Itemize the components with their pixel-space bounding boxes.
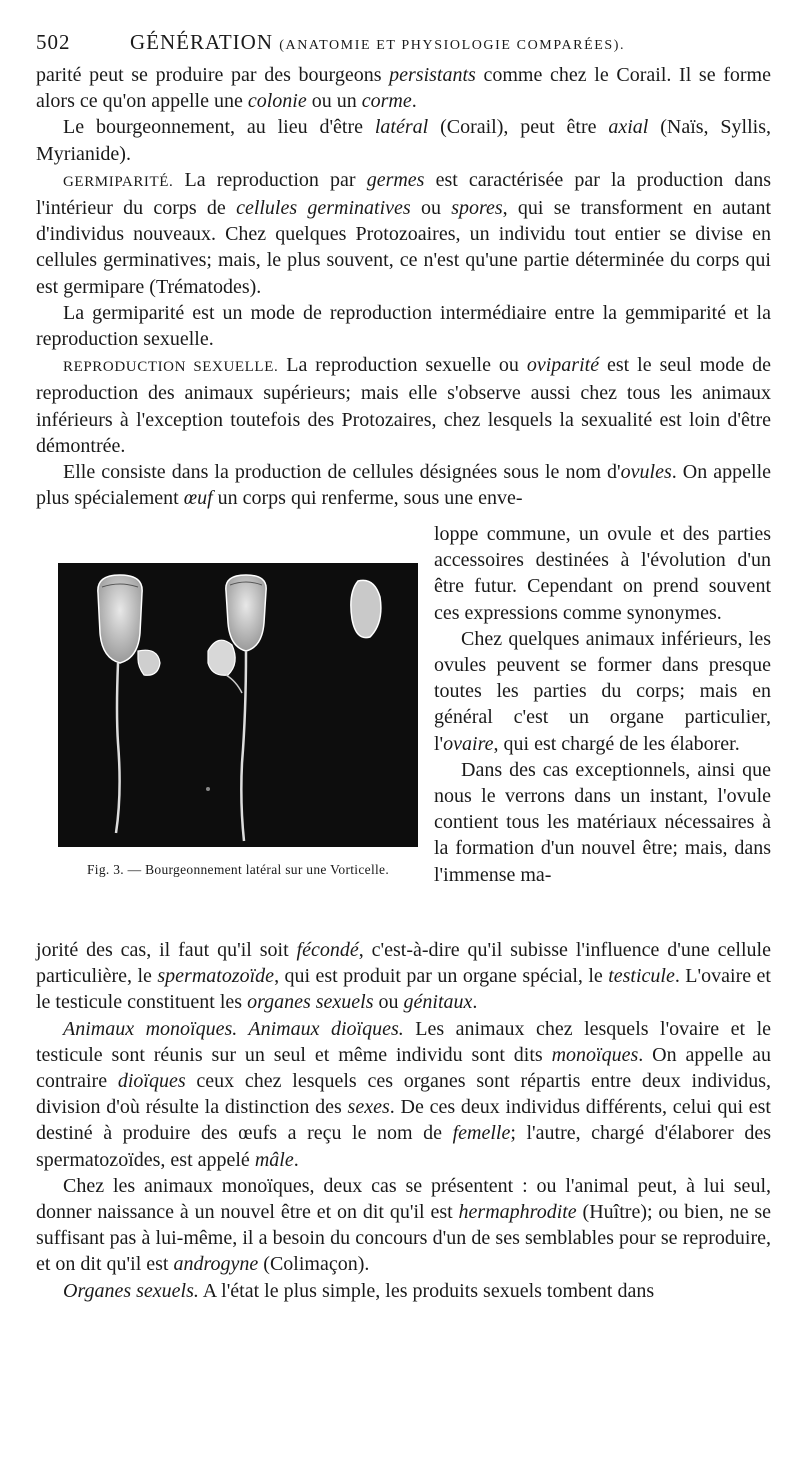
paragraph-germiparite: GERMIPARITÉ. La reproduction par germes est caractérisée par la production dans l'intérieur du corps de cellules germinatives ou spores, qui se transforment en autant d'individus nouveaux. Chez quelques Protozoaires, un individu tout entier se divise en cellules germinatives; mais, le plus souvent, ce n'est qu'une partie déterminée du corps qui est germipare (Trématodes). (36, 168, 772, 298)
paragraph: Chez les animaux monoïques, deux cas se présentent : ou l'animal peut, à lui seul, donner naissance à un nouvel être et on dit qu'il est hermaphrodite (Huître); ou bien, ne se suffisant pas à lui-même, il a besoin du concours d'un de ses semblables pour se reproduire, et on dit qu'il est androgyne (Colimaçon). (36, 1174, 771, 1276)
running-title (130, 30, 625, 55)
header-subtitle: (ANATOMIE ET PHYSIOLOGIE COMPARÉES). (279, 38, 626, 53)
figure-caption: Fig. 3. — Bourgeonnement latéral sur une Vorticelle. (86, 862, 390, 877)
figure-vorticelle (58, 563, 418, 847)
paragraph: parité peut se produire par des bourgeons persistants comme chez le Corail. Il se forme alors ce qu'on appelle une colonie ou un corme. (36, 64, 771, 113)
bottom-text-block (36, 937, 771, 1304)
paragraph: jorité des cas, il faut qu'il soit fécondé, c'est-à-dire qu'il subisse l'influence d'une cellule particulière, le spermatozoïde, qui est produit par un organe spécial, le testicule. L'ovaire et le testicule constituent les organes sexuels ou génitaux. (36, 939, 771, 1014)
section-heading: REPRODUCTION SEXUELLE. (63, 359, 279, 376)
page-number: 502 (36, 30, 71, 54)
paragraph-organes-sexuels: Organes sexuels. A l'état le plus simple, les produits sexuels tombent dans (63, 1279, 655, 1302)
section-heading: Organes sexuels. (63, 1279, 199, 1302)
section-heading: Animaux monoïques. Animaux dioïques. (63, 1017, 404, 1040)
side-text-block (434, 521, 771, 888)
paragraph-reproduction-sexuelle: REPRODUCTION SEXUELLE. La reproduction sexuelle ou oviparité est le seul mode de reproduction des animaux supérieurs; mais elle s'observe aussi chez tous les animaux inférieurs à l'exception toutefois des Protozaires, chez lesquels la sexualité est loin d'être démontrée. (36, 354, 771, 457)
paragraph: Chez quelques animaux inférieurs, les ovules peuvent se former dans presque toutes les parties du corps; mais en général c'est un organe particulier, l'ovaire, qui est chargé de les élaborer. (434, 627, 771, 755)
paragraph: loppe commune, un ovule et des parties accessoires destinées à l'évolution d'un être futur. Cependant on prend souvent ces expressions comme synonymes. (434, 523, 771, 624)
section-heading: GERMIPARITÉ. (63, 173, 174, 190)
paragraph: Le bourgeonnement, au lieu d'être latéral (Corail), peut être axial (Naïs, Syllis, Myrianide). (36, 116, 771, 165)
paragraph: Elle consiste dans la production de cellules désignées sous le nom d'ovules. On appelle plus spécialement œuf un corps qui renferme, sous une enve- (36, 461, 772, 510)
paragraph: La germiparité est un mode de reproduction intermédiaire entre la gemmiparité et la reproduction sexuelle. (36, 301, 771, 351)
top-text-block (36, 62, 771, 511)
vorticelle-illustration (58, 563, 418, 847)
running-header (36, 30, 771, 64)
header-title: GÉNÉRATION (130, 30, 273, 54)
paragraph: Dans des cas exceptionnels, ainsi que nous le verrons dans un instant, l'ovule contient tous les matériaux nécessaires à la formation d'un nouvel être; mais, dans l'immense ma- (434, 758, 771, 886)
paragraph-monoiques: Animaux monoïques. Animaux dioïques. Les animaux chez lesquels l'ovaire et le testicule sont réunis sur un seul et même individu sont dits monoïques. On appelle au contraire dioïques ceux chez lesquels ces organes sont répartis entre deux individus, division d'où résulte la distinction des sexes. De ces deux individus différents, celui qui est destiné à produire des œufs a reçu le nom de femelle; l'autre, chargé d'élaborer des spermatozoïdes, est appelé mâle. (36, 1017, 772, 1171)
